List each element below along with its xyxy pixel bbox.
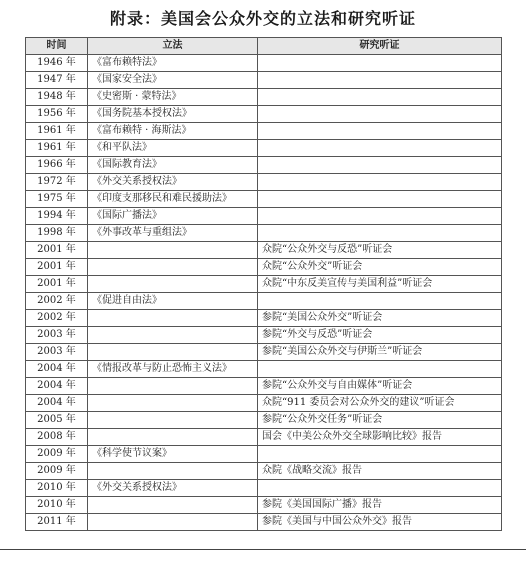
- table-row: [26, 429, 502, 446]
- legislation-cell: 《印度支那移民和难民援助法》: [88, 191, 258, 208]
- legislation-cell: [88, 242, 258, 259]
- legislation-cell: [88, 310, 258, 327]
- column-header-legislation: 立法: [88, 38, 258, 55]
- table-row: [26, 344, 502, 361]
- legislation-cell: 《富布赖特法》: [88, 55, 258, 72]
- hearing-cell: [258, 157, 502, 174]
- column-header-year: 时间: [26, 38, 88, 55]
- table-row: [26, 242, 502, 259]
- table-row: [26, 123, 502, 140]
- table-row: [26, 191, 502, 208]
- table-row: [26, 174, 502, 191]
- year-cell: 1975 年: [26, 191, 88, 208]
- year-cell: 2004 年: [26, 378, 88, 395]
- table-row: [26, 514, 502, 531]
- hearing-cell: 参院《美国国际广播》报告: [258, 497, 502, 514]
- hearing-cell: 参院“公众外交与自由媒体”听证会: [258, 378, 502, 395]
- hearing-cell: 参院“美国公众外交与伊斯兰”听证会: [258, 344, 502, 361]
- table-row: [26, 480, 502, 497]
- hearing-cell: [258, 89, 502, 106]
- year-cell: 1994 年: [26, 208, 88, 225]
- year-cell: 1961 年: [26, 140, 88, 157]
- table-row: [26, 140, 502, 157]
- year-cell: 1956 年: [26, 106, 88, 123]
- year-cell: 1972 年: [26, 174, 88, 191]
- year-cell: 1947 年: [26, 72, 88, 89]
- legislation-cell: 《和平队法》: [88, 140, 258, 157]
- year-cell: 1948 年: [26, 89, 88, 106]
- legislation-cell: 《科学使节议案》: [88, 446, 258, 463]
- table-row: [26, 293, 502, 310]
- table-row: [26, 395, 502, 412]
- hearing-cell: [258, 123, 502, 140]
- year-cell: 2009 年: [26, 446, 88, 463]
- table-row: [26, 412, 502, 429]
- table-row: [26, 361, 502, 378]
- legislation-cell: [88, 429, 258, 446]
- year-cell: 2010 年: [26, 480, 88, 497]
- hearing-cell: [258, 480, 502, 497]
- hearing-cell: 众院“公众外交”听证会: [258, 259, 502, 276]
- legislation-cell: [88, 412, 258, 429]
- hearing-cell: 参院“公众外交任务”听证会: [258, 412, 502, 429]
- hearing-cell: 参院《美国与中国公众外交》报告: [258, 514, 502, 531]
- table-row: [26, 225, 502, 242]
- year-cell: 2004 年: [26, 361, 88, 378]
- legislation-cell: [88, 497, 258, 514]
- table-row: [26, 463, 502, 480]
- legislation-cell: 《促进自由法》: [88, 293, 258, 310]
- year-cell: 2004 年: [26, 395, 88, 412]
- year-cell: 1961 年: [26, 123, 88, 140]
- year-cell: 2011 年: [26, 514, 88, 531]
- year-cell: 2010 年: [26, 497, 88, 514]
- legislation-cell: [88, 276, 258, 293]
- year-cell: 1998 年: [26, 225, 88, 242]
- year-cell: 1966 年: [26, 157, 88, 174]
- hearing-cell: [258, 208, 502, 225]
- table-row: [26, 327, 502, 344]
- appendix-table: [25, 37, 502, 531]
- table-row: [26, 259, 502, 276]
- table-header-row: [26, 38, 502, 55]
- legislation-cell: [88, 514, 258, 531]
- year-cell: 2002 年: [26, 293, 88, 310]
- hearing-cell: 国会《中美公众外交全球影响比较》报告: [258, 429, 502, 446]
- hearing-cell: 参院“外交与反恐”听证会: [258, 327, 502, 344]
- legislation-cell: 《国家安全法》: [88, 72, 258, 89]
- legislation-cell: [88, 395, 258, 412]
- legislation-cell: [88, 378, 258, 395]
- year-cell: 2003 年: [26, 344, 88, 361]
- hearing-cell: 众院“中东反美宣传与美国利益”听证会: [258, 276, 502, 293]
- legislation-cell: 《外交关系授权法》: [88, 480, 258, 497]
- legislation-cell: 《富布赖特 · 海斯法》: [88, 123, 258, 140]
- year-cell: 2002 年: [26, 310, 88, 327]
- page-title: 附录：美国会公众外交的立法和研究听证: [109, 9, 416, 28]
- table-row: [26, 310, 502, 327]
- table-body: [26, 55, 502, 531]
- year-cell: 2008 年: [26, 429, 88, 446]
- legislation-cell: [88, 327, 258, 344]
- year-cell: 2001 年: [26, 242, 88, 259]
- table-row: [26, 378, 502, 395]
- hearing-cell: 参院“美国公众外交”听证会: [258, 310, 502, 327]
- hearing-cell: [258, 72, 502, 89]
- legislation-cell: 《国际广播法》: [88, 208, 258, 225]
- legislation-cell: [88, 344, 258, 361]
- year-cell: 2005 年: [26, 412, 88, 429]
- hearing-cell: 众院“911 委员会对公众外交的建议”听证会: [258, 395, 502, 412]
- table-row: [26, 446, 502, 463]
- legislation-cell: 《情报改革与防止恐怖主义法》: [88, 361, 258, 378]
- table-row: [26, 276, 502, 293]
- table-row: [26, 497, 502, 514]
- hearing-cell: [258, 55, 502, 72]
- hearing-cell: [258, 446, 502, 463]
- hearing-cell: [258, 106, 502, 123]
- legislation-cell: 《国际教育法》: [88, 157, 258, 174]
- legislation-cell: [88, 463, 258, 480]
- hearing-cell: [258, 140, 502, 157]
- year-cell: 2009 年: [26, 463, 88, 480]
- year-cell: 1946 年: [26, 55, 88, 72]
- hearing-cell: [258, 293, 502, 310]
- hearing-cell: 众院《战略交流》报告: [258, 463, 502, 480]
- legislation-cell: 《外交关系授权法》: [88, 174, 258, 191]
- year-cell: 2001 年: [26, 259, 88, 276]
- table-row: [26, 157, 502, 174]
- table-row: [26, 106, 502, 123]
- table-row: [26, 72, 502, 89]
- table-row: [26, 55, 502, 72]
- hearing-cell: [258, 191, 502, 208]
- year-cell: 2003 年: [26, 327, 88, 344]
- hearing-cell: [258, 225, 502, 242]
- legislation-cell: 《外事改革与重组法》: [88, 225, 258, 242]
- legislation-cell: 《史密斯 · 蒙特法》: [88, 89, 258, 106]
- table-row: [26, 208, 502, 225]
- hearing-cell: [258, 361, 502, 378]
- column-header-hearings: 研究听证: [258, 38, 502, 55]
- year-cell: 2001 年: [26, 276, 88, 293]
- hearing-cell: [258, 174, 502, 191]
- hearing-cell: 众院“公众外交与反恐”听证会: [258, 242, 502, 259]
- bottom-divider: [0, 549, 526, 550]
- legislation-cell: [88, 259, 258, 276]
- legislation-cell: 《国务院基本授权法》: [88, 106, 258, 123]
- table-row: [26, 89, 502, 106]
